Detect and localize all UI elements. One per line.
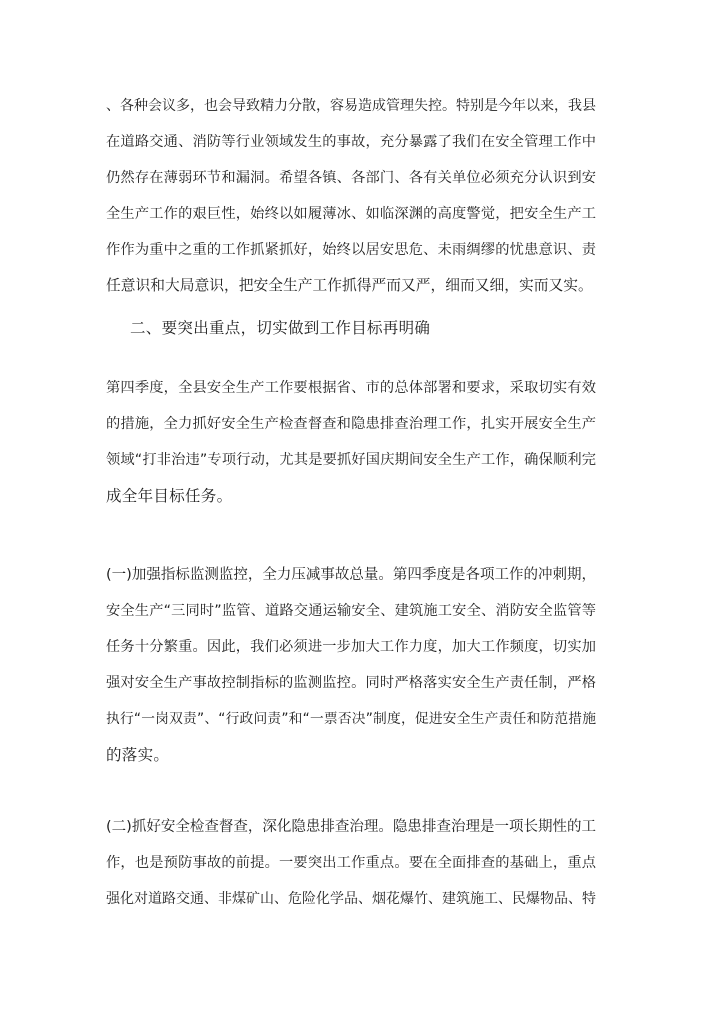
paragraph-4-line-3: 强化对道路交通、非煤矿山、危险化学品、烟花爆竹、建筑施工、民爆物品、特 (106, 891, 596, 907)
paragraph-3-line-4: 强对安全生产事故控制指标的监测监控。同时严格落实安全生产责任制，严格 (106, 675, 596, 691)
paragraph-3-line-2: 安全生产“三同时”监管、道路交通运输安全、建筑施工安全、消防安全监管等 (106, 603, 596, 619)
section-heading: 二、要突出重点，切实做到工作目标再明确 (130, 319, 431, 337)
paragraph-4-line-2: 作，也是预防事故的前提。一要突出工作重点。要在全面排查的基础上，重点 (106, 855, 596, 871)
paragraph-3-line-3: 任务十分繁重。因此，我们必须进一步加大工作力度，加大工作频度，切实加 (106, 639, 596, 655)
paragraph-1-line-3: 仍然存在薄弱环节和漏洞。希望各镇、各部门、各有关单位必须充分认识到安 (106, 170, 596, 186)
paragraph-1-line-2: 在道路交通、消防等行业领域发生的事故，充分暴露了我们在安全管理工作中 (106, 134, 596, 150)
paragraph-1-line-5: 作作为重中之重的工作抓紧抓好，始终以居安思危、未雨绸缪的忧患意识、责 (106, 242, 596, 258)
paragraph-2-line-4: 成全年目标任务。 (106, 487, 233, 505)
paragraph-1-line-4: 全生产工作的艰巨性，始终以如履薄冰、如临深渊的高度警觉，把安全生产工 (106, 206, 596, 222)
paragraph-1-line-1: 、各种会议多，也会导致精力分散，容易造成管理失控。特别是今年以来，我县 (106, 98, 596, 114)
paragraph-1-line-6: 任意识和大局意识，把安全生产工作抓得严而又严，细而又细，实而又实。 (106, 277, 593, 294)
paragraph-2-line-2: 的措施，全力抓好安全生产检查督查和隐患排查治理工作，扎实开展安全生产 (106, 416, 596, 432)
paragraph-2-line-3: 领域“打非治违”专项行动，尤其是要抓好国庆期间安全生产工作，确保顺利完 (106, 452, 596, 468)
paragraph-3-line-5: 执行“一岗双责”、“行政问责”和“一票否决”制度，促进安全生产责任和防范措施 (106, 711, 596, 727)
paragraph-3-line-6: 的落实。 (106, 746, 170, 764)
paragraph-3-line-1: (一)加强指标监测监控，全力压减事故总量。第四季度是各项工作的冲刺期， (106, 567, 596, 583)
paragraph-2-line-1: 第四季度，全县安全生产工作要根据省、市的总体部署和要求，采取切实有效 (106, 380, 596, 396)
paragraph-4-line-1: (二)抓好安全检查督查，深化隐患排查治理。隐患排查治理是一项长期性的工 (106, 819, 596, 835)
